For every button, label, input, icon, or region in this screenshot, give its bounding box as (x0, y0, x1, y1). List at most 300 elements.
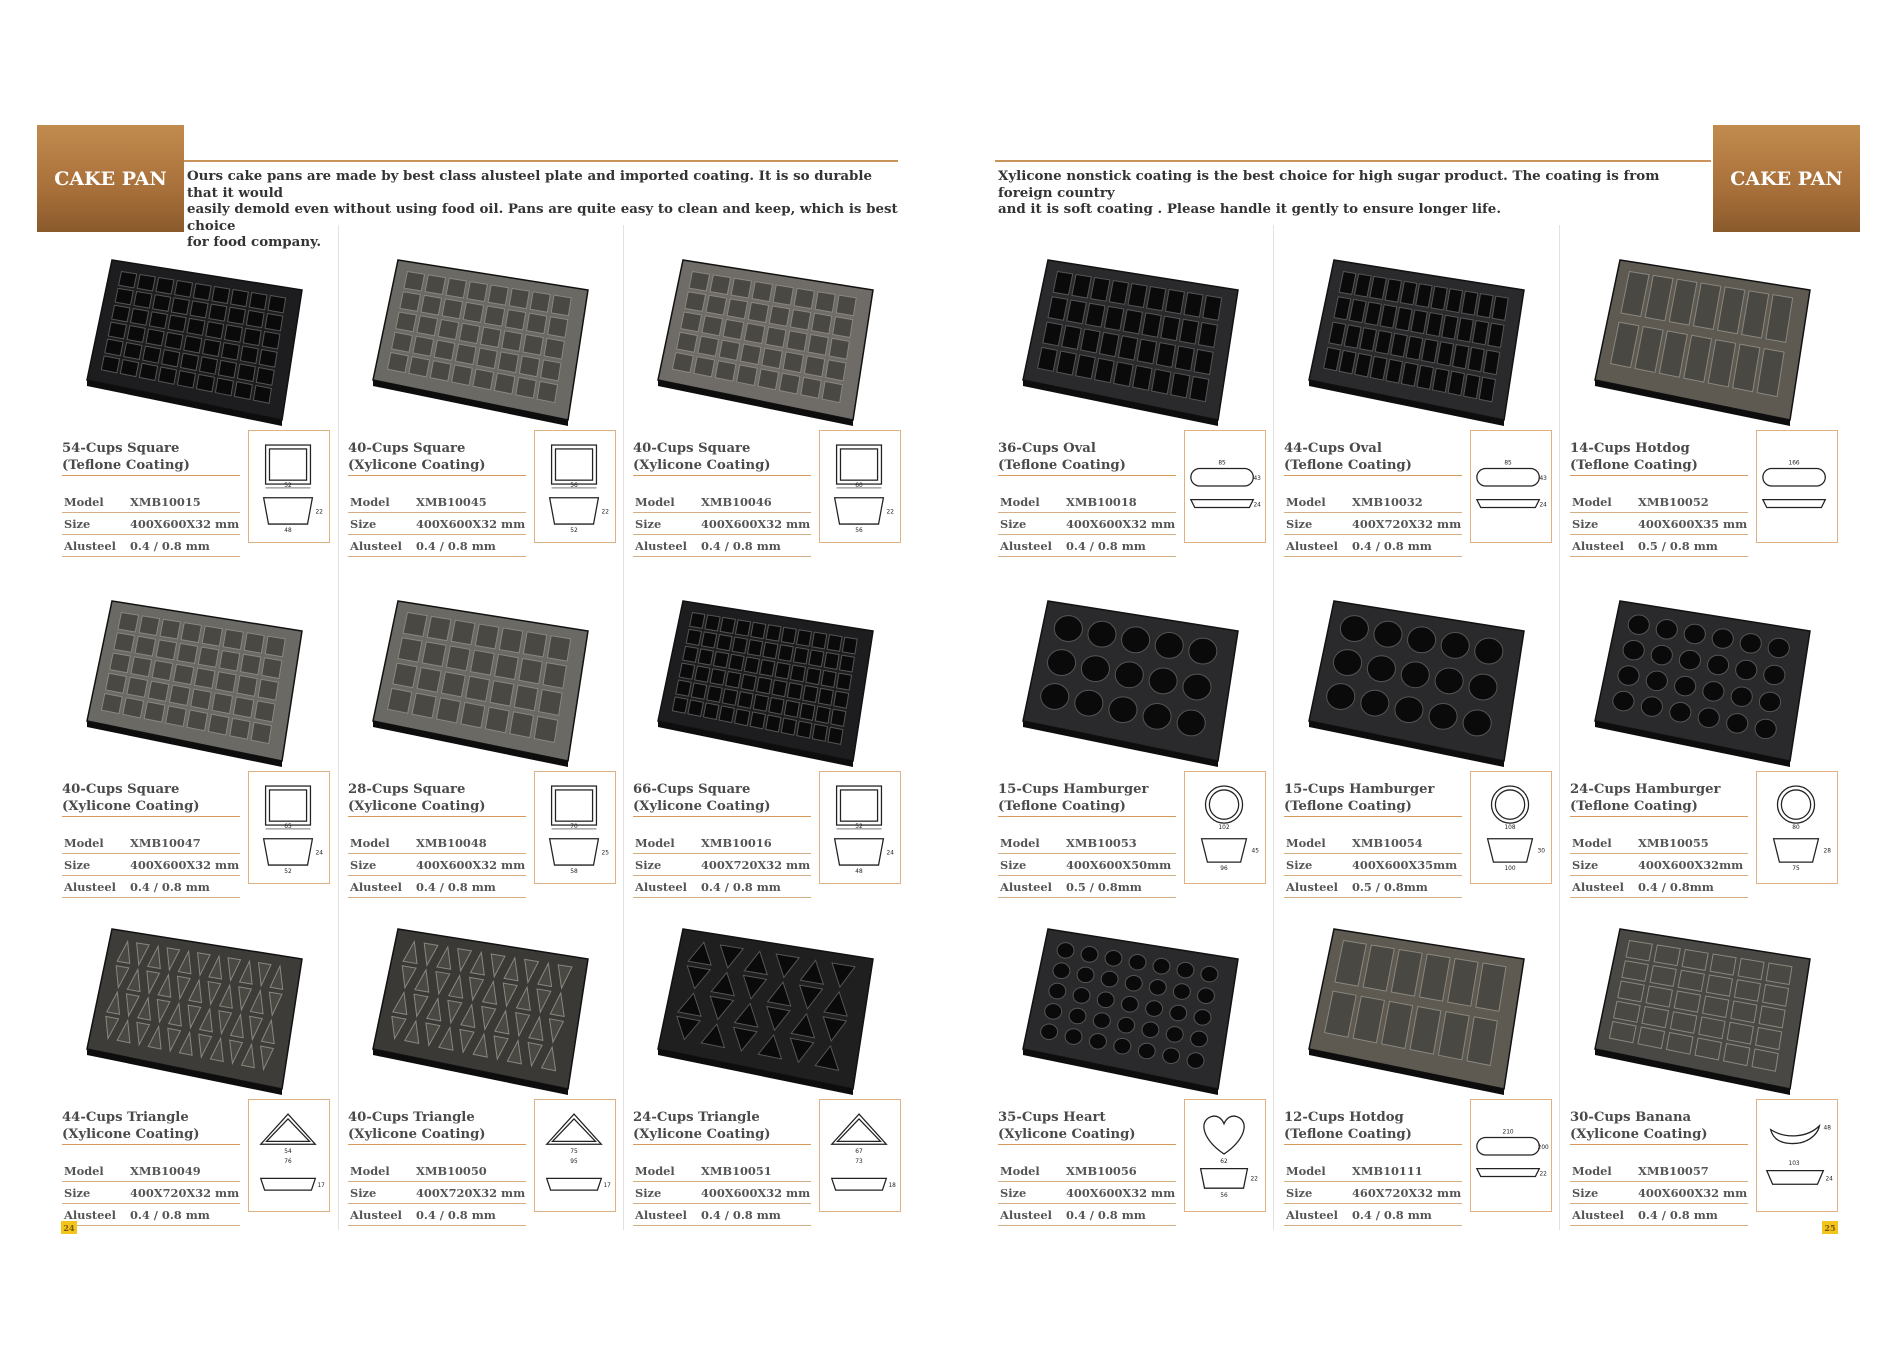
pan-cavity (1142, 1022, 1159, 1038)
spec-value: 0.4 / 0.8 mm (701, 879, 781, 894)
column-divider (1273, 225, 1274, 1230)
dimension-diagram (1184, 1099, 1266, 1212)
pan-cavity (1165, 290, 1184, 314)
pan-cavity (527, 313, 547, 334)
dimension-label: 24 (886, 850, 894, 857)
spec-row-model (633, 832, 811, 854)
spec-label: Alusteel (350, 879, 402, 894)
spec-row-alusteel (348, 876, 526, 898)
top-view-outline (1204, 1116, 1244, 1154)
pan-cavity (1152, 369, 1171, 394)
pan-cavity (101, 693, 122, 713)
product-card (62, 250, 327, 570)
spec-value: 0.4 / 0.8 mm (416, 538, 496, 553)
pan-cavity (828, 727, 843, 744)
dimension-label: 56 (1220, 1192, 1228, 1199)
pan-cavity (1128, 283, 1147, 307)
pan-cavity (436, 698, 460, 723)
dimension-label: 45 (1251, 848, 1259, 855)
pan-cavity (114, 633, 135, 653)
pan-cavity (812, 632, 827, 649)
pan-cavity (1703, 996, 1729, 1017)
pan-cavity (120, 360, 138, 377)
product-title (998, 440, 1176, 476)
category-banner-right (1713, 125, 1860, 232)
product-card (1284, 591, 1549, 911)
product-name: 40-Cups Square (348, 441, 466, 456)
side-view-outline (1477, 500, 1539, 508)
spec-table (1284, 1160, 1462, 1226)
pan-cavity (763, 642, 778, 658)
side-view-outline (264, 498, 313, 524)
spec-value: 400X600X32 mm (416, 857, 526, 872)
dimension-label: 22 (886, 509, 894, 516)
pan-cavity (778, 645, 793, 662)
pan-cavity (1194, 1010, 1211, 1026)
pan-cavity (212, 693, 232, 714)
spec-row-model (348, 491, 526, 513)
dimension-diagram (1470, 430, 1552, 543)
dimension-diagram (1756, 1099, 1838, 1212)
top-view-inner (840, 449, 877, 480)
spec-row-alusteel (348, 535, 526, 557)
spec-row-size (1570, 854, 1748, 876)
product-name: 12-Cups Hotdog (1284, 1110, 1404, 1125)
dimension-label: 67 (855, 1149, 863, 1156)
pan-cavity (1143, 703, 1171, 729)
pan-cavity (827, 635, 842, 652)
pan-cavity (744, 323, 765, 343)
pan-cavity (801, 377, 821, 398)
pan-cavity (131, 657, 152, 677)
pan-cavity (1118, 1017, 1135, 1033)
spec-label: Size (64, 1185, 91, 1200)
pan-cavity (106, 673, 127, 693)
intro-line: Ours cake pans are made by best class alusteel plate and imported coating. It is so durable that it would (187, 168, 873, 201)
page-number-left: 24 (61, 1221, 77, 1234)
side-view-outline (835, 498, 884, 524)
pan-cavity (265, 636, 285, 657)
product-photo (1585, 919, 1820, 1099)
pan-cavity (127, 677, 148, 697)
pan-cavity (181, 353, 199, 370)
spec-label: Size (1000, 857, 1027, 872)
side-view-outline (1774, 839, 1819, 862)
pan-cavity (1463, 710, 1491, 736)
pan-cavity (1654, 945, 1680, 966)
dimension-diagram (1184, 771, 1266, 884)
coating-type: (Xylicone Coating) (62, 799, 200, 814)
top-view-outline (266, 445, 311, 484)
spec-value: 460X720X32 mm (1352, 1185, 1462, 1200)
pan-cavity (1618, 666, 1639, 685)
spec-value: 400X600X32 mm (130, 516, 240, 531)
pan-cavity (193, 283, 211, 300)
spec-row-size (62, 513, 240, 535)
spec-value: 400X600X32 mm (1066, 1185, 1176, 1200)
product-title (1284, 781, 1462, 817)
spec-value: 400X720X32 mm (701, 857, 811, 872)
spec-label: Alusteel (350, 538, 402, 553)
pan-cavity (124, 343, 142, 360)
pan-cavity (134, 291, 152, 308)
pan-cavity (766, 715, 781, 732)
product-title (348, 781, 526, 817)
spec-label: Alusteel (1572, 538, 1624, 553)
top-view-outline (266, 786, 311, 825)
pan-cavity (259, 349, 277, 367)
intro-line: and it is soft coating . Please handle it gently to ensure longer life. (998, 201, 1501, 217)
top-view-inner (555, 449, 592, 480)
product-title (1570, 1109, 1748, 1145)
spec-label: Model (1572, 835, 1612, 850)
dimension-label: 30 (1537, 848, 1545, 855)
product-card (348, 591, 613, 911)
pan-cavity (1706, 975, 1732, 996)
pan-cavity (703, 703, 718, 720)
pan-cavity (690, 612, 705, 628)
pan-cavity (1469, 674, 1497, 700)
spec-value: 0.4 / 0.8 mm (1066, 538, 1146, 553)
spec-label: Alusteel (1572, 879, 1624, 894)
pan-cavity (543, 663, 566, 689)
coating-type: (Teflone Coating) (1570, 799, 1698, 814)
pan-cavity (255, 701, 275, 722)
dimension-label: 22 (1539, 1171, 1547, 1178)
spec-row-alusteel (633, 1204, 811, 1226)
pan-cavity (509, 288, 529, 308)
pan-cavity (1736, 660, 1757, 679)
spec-label: Alusteel (1286, 538, 1338, 553)
side-view-outline (550, 498, 599, 524)
pan-cavity (208, 714, 229, 735)
product-card (998, 919, 1263, 1239)
pan-cavity (230, 718, 250, 739)
spec-value: 0.4 / 0.8 mm (130, 538, 210, 553)
pan-cavity (1045, 1004, 1062, 1020)
pan-cavity (715, 361, 736, 381)
top-view-inner (1495, 790, 1524, 819)
dimension-label: 24 (1539, 502, 1547, 509)
pan-cavity (1203, 296, 1222, 321)
pan-cavity (544, 338, 564, 359)
spec-value: 400X600X32 mm (1066, 516, 1176, 531)
spec-row-alusteel (1284, 535, 1462, 557)
pan-cavity (1109, 280, 1128, 304)
spec-value: XMB10049 (130, 1163, 201, 1178)
spec-label: Size (64, 516, 91, 531)
coating-type: (Xylicone Coating) (633, 458, 771, 473)
top-view-inner (555, 790, 592, 821)
pan-cavity (783, 352, 803, 373)
product-name: 44-Cups Oval (1284, 441, 1382, 456)
pan-cavity (1327, 684, 1355, 710)
spec-row-alusteel (348, 1204, 526, 1226)
pan-cavity (169, 685, 190, 705)
top-view-inner (840, 790, 877, 821)
pan-cavity (446, 646, 470, 671)
pan-cavity (1367, 656, 1395, 682)
pan-cavity (466, 676, 490, 701)
pan-cavity (165, 332, 183, 349)
spec-value: XMB10032 (1352, 494, 1423, 509)
spec-value: XMB10050 (416, 1163, 487, 1178)
dimension-label: 54 (284, 1149, 292, 1156)
pan-cavity (171, 298, 189, 315)
pan-cavity (833, 317, 853, 338)
dimension-label: 56 (570, 482, 578, 489)
pan-cavity (442, 299, 463, 319)
side-view-outline (1201, 1169, 1248, 1189)
pan-cavity (1740, 634, 1761, 653)
pan-cavity (249, 293, 267, 310)
spec-value: 0.4 / 0.8 mm (416, 879, 496, 894)
side-view-outline (547, 1178, 602, 1190)
pan-cavity (775, 662, 790, 679)
coating-type: (Teflone Coating) (1284, 1127, 1412, 1142)
pan-cavity (523, 632, 546, 657)
pan-cavity (1123, 310, 1142, 334)
pan-cavity (758, 369, 779, 390)
pan-cavity (804, 356, 824, 377)
pan-cavity (1646, 671, 1667, 690)
dimension-label: 95 (570, 1158, 578, 1165)
spec-label: Model (64, 835, 104, 850)
pan-cavity (123, 698, 144, 718)
spec-row-alusteel (1570, 876, 1748, 898)
product-name: 54-Cups Square (62, 441, 180, 456)
product-card (998, 591, 1263, 911)
pan-cavity (723, 319, 744, 339)
spec-row-alusteel (1570, 535, 1748, 557)
spec-row-size (633, 854, 811, 876)
spec-value: XMB10053 (1066, 835, 1137, 850)
spec-row-model (1284, 491, 1462, 513)
spec-row-size (1570, 1182, 1748, 1204)
pan-cavity (740, 344, 761, 364)
pan-cavity (1759, 692, 1780, 711)
pan-cavity (1175, 346, 1194, 371)
pan-cavity (452, 365, 473, 386)
pan-cavity (1105, 951, 1122, 967)
pan-cavity (184, 336, 202, 353)
pan-cavity (706, 295, 727, 315)
product-card (633, 919, 898, 1239)
spec-label: Size (1286, 1185, 1313, 1200)
spec-table (62, 491, 240, 557)
pan-cavity (177, 371, 195, 388)
pan-cavity (1161, 316, 1180, 341)
spec-label: Model (635, 494, 675, 509)
pan-cavity (766, 327, 786, 347)
pan-cavity (773, 285, 793, 305)
pan-cavity (196, 374, 214, 392)
pan-cavity (1334, 650, 1362, 676)
pan-cavity (1435, 668, 1463, 694)
pan-cavity (510, 712, 534, 738)
pan-cavity (519, 356, 539, 377)
product-name: 35-Cups Heart (998, 1110, 1106, 1125)
spec-table (998, 1160, 1176, 1226)
pan-cavity (1628, 615, 1649, 634)
pan-cavity (753, 695, 768, 712)
pan-cavity (707, 686, 722, 702)
pan-cavity (815, 292, 835, 312)
top-view-outline (1477, 1137, 1539, 1155)
pan-cavity (1138, 1043, 1155, 1059)
pan-cavity (1759, 1006, 1785, 1028)
pan-cavity (241, 654, 261, 675)
pan-cavity (842, 637, 857, 654)
spec-label: Model (1572, 1163, 1612, 1178)
spec-row-model (1570, 832, 1748, 854)
pan-cavity (398, 638, 422, 662)
side-view-outline (1763, 500, 1825, 508)
spec-row-alusteel (62, 535, 240, 557)
pan-cavity (1707, 655, 1728, 674)
product-photo (1299, 250, 1534, 430)
spec-value: XMB10015 (130, 494, 201, 509)
pan-cavity (1763, 985, 1789, 1007)
pan-cavity (1081, 947, 1098, 963)
dimension-label: 18 (888, 1183, 896, 1190)
product-title (998, 1109, 1176, 1145)
spec-value: 400X600X32 mm (130, 857, 240, 872)
pan-cavity (1675, 676, 1696, 695)
dimension-label: 85 (1218, 460, 1226, 467)
dimension-label: 28 (1823, 848, 1831, 855)
dimension-label: 22 (1250, 1176, 1258, 1183)
pan-cavity (1146, 1001, 1163, 1017)
coating-type: (Teflone Coating) (1284, 458, 1412, 473)
pan-cavity (688, 700, 704, 716)
product-card (1570, 919, 1835, 1239)
product-photo (648, 250, 883, 430)
category-title: CAKE PAN (54, 167, 167, 190)
pan-cavity (209, 304, 227, 321)
pan-cavity (1201, 966, 1218, 982)
spec-label: Alusteel (635, 1207, 687, 1222)
pan-cavity (772, 680, 787, 697)
top-view-outline (837, 445, 882, 484)
pan-cavity (686, 629, 701, 645)
pan-cavity (135, 636, 156, 656)
spec-label: Size (1000, 516, 1027, 531)
spec-value: XMB10047 (130, 835, 201, 850)
pan-cavity (495, 654, 519, 679)
product-name: 66-Cups Square (633, 782, 751, 797)
intro-line: easily demold even without using food oil. Pans are quite easy to clean and keep, which is best choice (187, 201, 898, 234)
dimension-label: 200 (1537, 1145, 1549, 1152)
spec-row-size (1284, 854, 1462, 876)
dimension-label: 52 (855, 823, 863, 830)
pan-cavity (748, 302, 768, 322)
product-photo (363, 919, 598, 1099)
spec-label: Model (1000, 835, 1040, 850)
spec-value: 0.4 / 0.8 mm (1638, 1207, 1718, 1222)
product-card (348, 250, 613, 570)
spec-row-model (633, 1160, 811, 1182)
pan-cavity (130, 309, 148, 326)
pan-cavity (829, 338, 849, 359)
spec-value: XMB10046 (701, 494, 772, 509)
spec-value: 400X600X32 mm (701, 1185, 811, 1200)
pan-cavity (1641, 697, 1662, 716)
spec-row-size (1284, 1182, 1462, 1204)
pan-cavity (427, 616, 451, 640)
pan-cavity (1177, 710, 1205, 736)
pan-cavity (396, 312, 417, 332)
spec-value: XMB10018 (1066, 494, 1137, 509)
spec-label: Size (1572, 1185, 1599, 1200)
pan-cavity (467, 282, 487, 302)
side-view-outline (832, 1178, 887, 1190)
spec-value: XMB10051 (701, 1163, 772, 1178)
spec-row-alusteel (633, 535, 811, 557)
pan-cavity (218, 360, 236, 378)
product-name: 40-Cups Square (633, 441, 751, 456)
pan-cavity (1670, 1012, 1696, 1033)
pan-cavity (744, 657, 759, 673)
product-card (1284, 250, 1549, 570)
pan-cavity (1065, 1029, 1082, 1045)
pan-cavity (779, 373, 800, 394)
spec-label: Size (635, 1185, 662, 1200)
spec-value: 400X600X32 mm (416, 516, 526, 531)
dimension-label: 52 (570, 527, 578, 534)
pan-cavity (404, 271, 425, 291)
pan-cavity (710, 275, 731, 295)
dimension-label: 22 (601, 509, 609, 516)
pan-cavity (797, 630, 812, 647)
spec-label: Alusteel (1000, 1207, 1052, 1222)
coating-type: (Xylicone Coating) (1570, 1127, 1708, 1142)
dimension-diagram (1470, 771, 1552, 884)
dimension-label: 58 (570, 868, 578, 875)
spec-label: Size (1000, 1185, 1027, 1200)
pan-cavity (808, 335, 828, 356)
spec-row-size (633, 1182, 811, 1204)
pan-cavity (1180, 319, 1199, 344)
dimension-diagram (534, 1099, 616, 1212)
spec-row-alusteel (998, 876, 1176, 898)
spec-label: Size (1572, 857, 1599, 872)
product-title (1284, 440, 1462, 476)
side-view-outline (835, 839, 884, 865)
spec-label: Model (350, 494, 390, 509)
spec-row-size (1284, 513, 1462, 535)
coating-type: (Xylicone Coating) (348, 1127, 486, 1142)
product-title (633, 1109, 811, 1145)
spec-label: Model (1572, 494, 1612, 509)
dimension-label: 24 (1825, 1176, 1833, 1183)
pan-cavity (1731, 687, 1752, 706)
pan-cavity (713, 652, 728, 668)
pan-cavity (1100, 332, 1119, 356)
pan-cavity (1054, 616, 1082, 642)
pan-cavity (1091, 277, 1110, 301)
pan-cavity (747, 640, 762, 656)
product-title (633, 781, 811, 817)
spec-row-model (348, 1160, 526, 1182)
pan-cavity (731, 278, 751, 298)
pan-cavity (392, 332, 413, 352)
spec-table (348, 491, 526, 557)
pan-cavity (672, 352, 693, 372)
pan-cavity (1073, 988, 1090, 1004)
spec-label: Size (350, 1185, 377, 1200)
pan-cavity (488, 285, 508, 305)
